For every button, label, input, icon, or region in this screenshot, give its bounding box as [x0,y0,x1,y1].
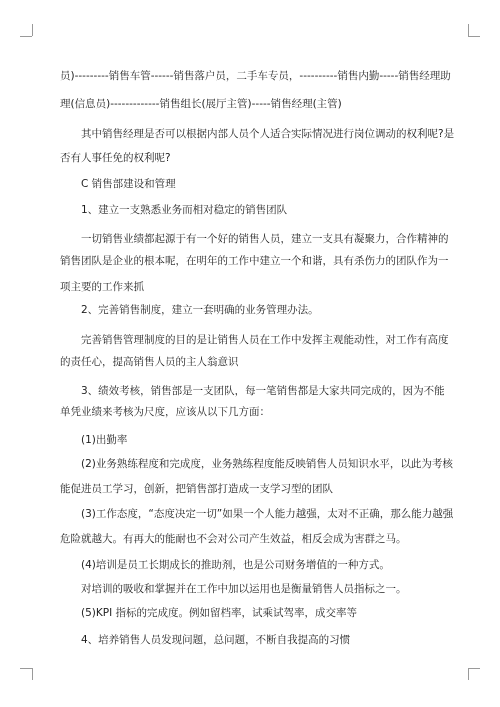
list-item: (4)培训是员工长期成长的推助剂，也是公司财务增值的一种方式。 [81,559,390,571]
list-item: (5)KPI 指标的完成度。例如留档率，试乘试驾率，成交率等 [81,607,358,619]
numbered-heading: 1、建立一支熟悉业务而相对稳定的销售团队 [81,204,288,216]
numbered-heading: 4、培养销售人员发现问题，总问题，不断自我提高的习惯 [81,634,351,646]
body-line: 销售团队是企业的根本呢，在明年的工作中建立一个和谐，具有杀伤力的团队作为一 [60,255,449,267]
body-line: 危险就越大。有再大的能耐也不会对公司产生效益，相反会成为害群之马。 [60,533,407,545]
numbered-heading: 3、绩效考核，销售部是一支团队，每一笔销售都是大家共同完成的，因为不能 [81,385,445,397]
body-line: 一切销售业绩都起源于有一个好的销售人员，建立一支具有凝聚力，合作精神的 [81,233,449,245]
body-line: 单凭业绩来考核为尺度，应该从以下几方面： [60,406,270,418]
body-line: 对培训的吸收和掌握并在工作中加以运用也是衡量销售人员指标之一。 [81,583,407,595]
body-line: 员)---------销售车管------销售落户员，二手车专员，----------销售内勤-----销售经理助 [60,70,451,82]
section-heading: C 销售部建设和管理 [81,178,176,190]
list-item: (3)工作态度，“态度决定一切”如果一个人能力越强，太对不正确，那么能力越强 [81,508,454,520]
body-line: 理(信息员)-------------销售组长(展厅主管)-----销售经理(主管) [60,98,342,110]
body-line: 能促进员工学习，创新，把销售部打造成一支学习型的团队 [60,483,333,495]
body-line: 完善销售管理制度的目的是让销售人员在工作中发挥主观能动性，对工作有高度 [81,334,449,346]
list-item: (2)业务熟练程度和完成度，业务熟练程度能反映销售人员知识水平，以此为考核 [81,458,453,470]
numbered-heading: 2、完善销售制度，建立一套明确的业务管理办法。 [81,304,319,316]
body-line: 项主要的工作来抓 [60,281,144,293]
body-line: 的责任心，提高销售人员的主人翁意识 [60,356,239,368]
list-item: (1)出勤率 [81,434,128,446]
body-line: 否有人事任免的权利呢? [60,152,171,164]
body-line: 其中销售经理是否可以根据内部人员个人适合实际情况进行岗位调动的权利呢?是 [81,128,455,140]
